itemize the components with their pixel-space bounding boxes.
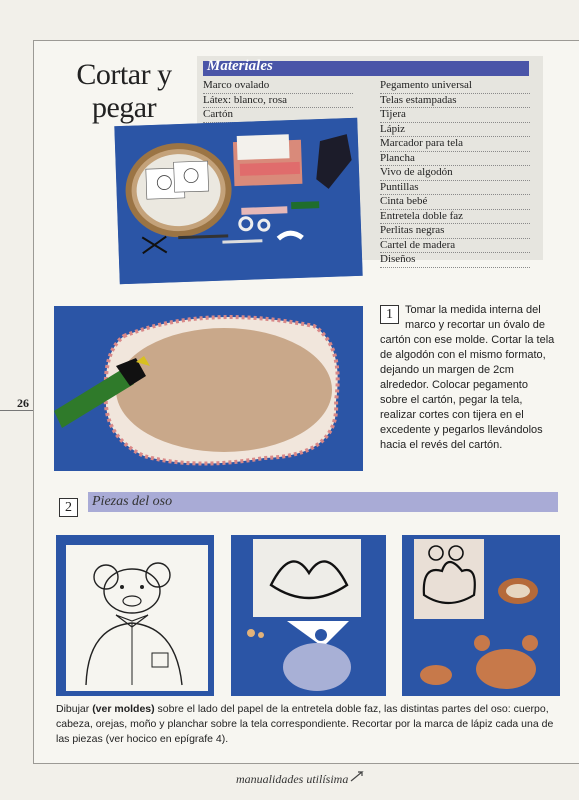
step1-text: Tomar la medida interna del marco y recortar un óvalo de cartón con ese molde. Cortar la tela de algodón con el mismo formato, dejando un margen de 2cm alrededor. Colocar pegamento sobre el cartón, pegar la tela, realizar cortes con tijera en el excedente y pegarlos llevándolos hacia el revés del cartón.	[380, 304, 555, 451]
material-item: Pegamento universal	[380, 79, 530, 94]
material-item: Cinta bebé	[380, 195, 530, 210]
material-item: Cartón	[203, 108, 353, 123]
bear-pattern-photo	[56, 535, 214, 696]
material-item: Marco ovalado	[203, 79, 353, 94]
step1-number: 1	[380, 305, 399, 324]
caption-text-post: sobre el lado del papel de la entretela doble faz, las distintas partes del oso: cuerpo, cabeza, orejas, moño y planchar sobre la tela correspondiente. Recortar por la marca de lápiz cada una de las piezas (ver hocico en epígrafe 4).	[56, 703, 554, 745]
materials-header-label: Materiales	[207, 58, 273, 74]
title-line-2: pegar	[91, 91, 157, 124]
title-line-1: Cortar y	[76, 58, 172, 91]
page-title	[64, 58, 184, 124]
material-item: Látex: blanco, rosa	[203, 94, 353, 109]
page-number-rule	[0, 410, 33, 411]
step2-heading-bar	[88, 492, 558, 512]
materials-photo	[114, 118, 362, 284]
page-number: 26	[17, 396, 29, 410]
step1-instructions	[380, 303, 556, 453]
material-item: Diseños	[380, 253, 530, 268]
footer-text: manualidades utilísima	[236, 772, 349, 786]
materials-list-right	[380, 79, 530, 268]
caption-text-pre: Dibujar	[56, 703, 93, 715]
material-item: Entretela doble faz	[380, 210, 530, 225]
footer-brand	[236, 772, 348, 787]
step1-photo	[54, 306, 363, 471]
material-item: Plancha	[380, 152, 530, 167]
material-item: Telas estampadas	[380, 94, 530, 109]
arrow-icon	[350, 770, 364, 782]
material-item: Vivo de algodón	[380, 166, 530, 181]
material-item: Perlitas negras	[380, 224, 530, 239]
material-item: Tijera	[380, 108, 530, 123]
step2-heading: Piezas del oso	[92, 494, 173, 509]
material-item: Puntillas	[380, 181, 530, 196]
cut-pieces-photo	[231, 535, 386, 696]
step2-number: 2	[59, 498, 78, 517]
caption-text-bold: (ver moldes)	[92, 703, 155, 715]
step2-caption	[56, 702, 558, 747]
fabric-pieces-photo	[402, 535, 560, 696]
materials-header	[203, 58, 529, 76]
material-item: Marcador para tela	[380, 137, 530, 152]
material-item: Cartel de madera	[380, 239, 530, 254]
material-item: Lápiz	[380, 123, 530, 138]
materials-list-left	[203, 79, 353, 123]
